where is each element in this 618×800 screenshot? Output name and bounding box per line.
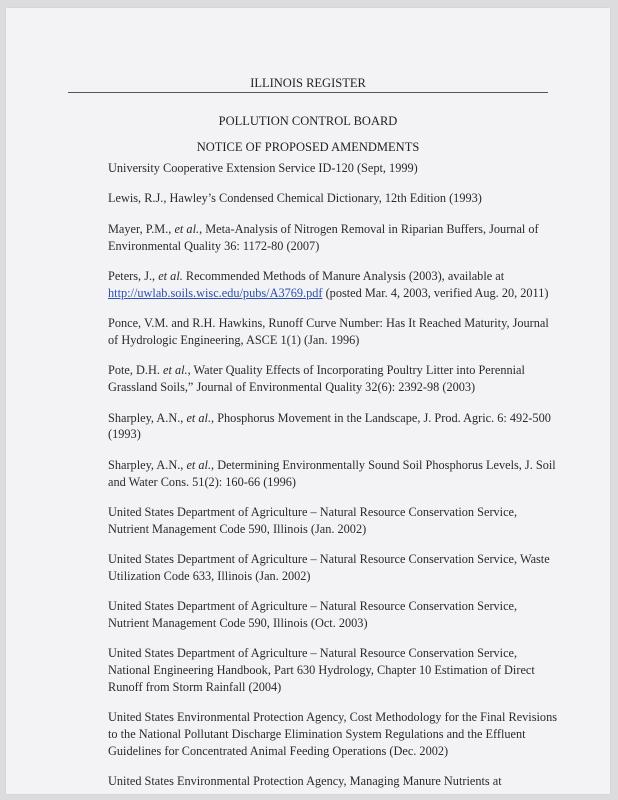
reference-text: University Cooperative Extension Service ID-120 (Sept, 1999)	[108, 161, 418, 175]
reference-item	[108, 598, 558, 632]
reference-text: Ponce, V.M. and R.H. Hawkins, Runoff Curve Number: Has It Reached Maturity, Journal of Hydrologic Engineering, ASCE 1(1) (Jan. 1996)	[108, 316, 549, 347]
reference-text: Recommended Methods of Manure Analysis (2003), available at	[182, 268, 505, 283]
notice-title: NOTICE OF PROPOSED AMENDMENTS	[196, 140, 420, 154]
reference-item	[108, 160, 558, 177]
reference-text: United States Environmental Protection Agency, Cost Methodology for the Final Revisions to the National Pollutant Discharge Elimination System Regulations and the Effluent Guidelines for Concentrated Animal Feeding Operations (Dec. 2002)	[108, 710, 558, 759]
reference-text: , Phosphorus Movement in the Landscape, J. Prod. Agric. 6: 492-500 (1993)	[108, 410, 551, 442]
reference-item	[108, 315, 558, 349]
reference-item	[108, 551, 558, 585]
reference-item	[108, 268, 558, 302]
reference-text: United States Department of Agriculture – Natural Resource Conservation Service, Waste Utilization Code 633, Illinois (Jan. 2002)	[108, 552, 550, 583]
reference-text: United States Environmental Protection Agency, Managing Manure Nutrients at	[108, 774, 502, 789]
reference-text: , Determining Environmentally Sound Soil Phosphorus Levels, J. Soil and Water Cons. 51(2): 160-66 (1996)	[108, 457, 556, 489]
reference-italic-text: et al.	[174, 221, 200, 236]
document-page	[6, 8, 610, 794]
reference-item	[108, 221, 558, 255]
agency-name: POLLUTION CONTROL BOARD	[218, 114, 398, 128]
reference-item	[108, 410, 558, 444]
reference-italic-text: et al.	[158, 268, 183, 283]
register-title: ILLINOIS REGISTER	[250, 76, 366, 90]
reference-text: United States Department of Agriculture – Natural Resource Conservation Service, Nutrient Management Code 590, Illinois (Oct. 2003)	[108, 599, 518, 631]
reference-item	[108, 773, 558, 790]
reference-item	[108, 190, 558, 207]
reference-text: , Water Quality Effects of Incorporating Poultry Litter into Perennial Grassland Soils,” Journal of Environmental Quality 32(6): 2392-98 (2003)	[108, 363, 525, 395]
reference-item	[108, 362, 558, 396]
reference-item	[108, 709, 558, 759]
reference-text: , Meta-Analysis of Nitrogen Removal in Riparian Buffers, Journal of Environmental Quality 36: 1172-80 (2007)	[108, 221, 539, 253]
reference-item	[108, 504, 558, 538]
reference-text: Mayer, P.M.,	[108, 221, 175, 236]
reference-item	[108, 457, 558, 491]
reference-text: United States Department of Agriculture – Natural Resource Conservation Service, Nutrient Management Code 590, Illinois (Jan. 2002)	[108, 504, 518, 536]
reference-text: Sharpley, A.N.,	[108, 410, 187, 425]
reference-list	[108, 160, 558, 794]
reference-italic-text: et al.	[186, 457, 212, 472]
reference-italic-text: et al.	[163, 363, 188, 378]
reference-text: Sharpley, A.N.,	[108, 457, 187, 472]
reference-link[interactable]: http://uwlab.soils.wisc.edu/pubs/A3769.pdf	[108, 285, 323, 300]
reference-text: Pote, D.H.	[108, 363, 163, 378]
reference-text: United States Department of Agriculture – Natural Resource Conservation Service, National Engineering Handbook, Part 630 Hydrology, Chapter 10 Estimation of Direct Runoff from Storm Rainfall (2004)	[108, 646, 535, 695]
reference-item	[108, 645, 558, 695]
header-divider	[68, 92, 548, 93]
reference-text: Lewis, R.J., Hawley’s Condensed Chemical Dictionary, 12th Edition (1993)	[108, 191, 482, 206]
reference-italic-text: et al.	[186, 410, 212, 425]
reference-text: Peters, J.,	[108, 268, 159, 283]
reference-text: (posted Mar. 4, 2003, verified Aug. 20, 2011)	[322, 285, 549, 300]
